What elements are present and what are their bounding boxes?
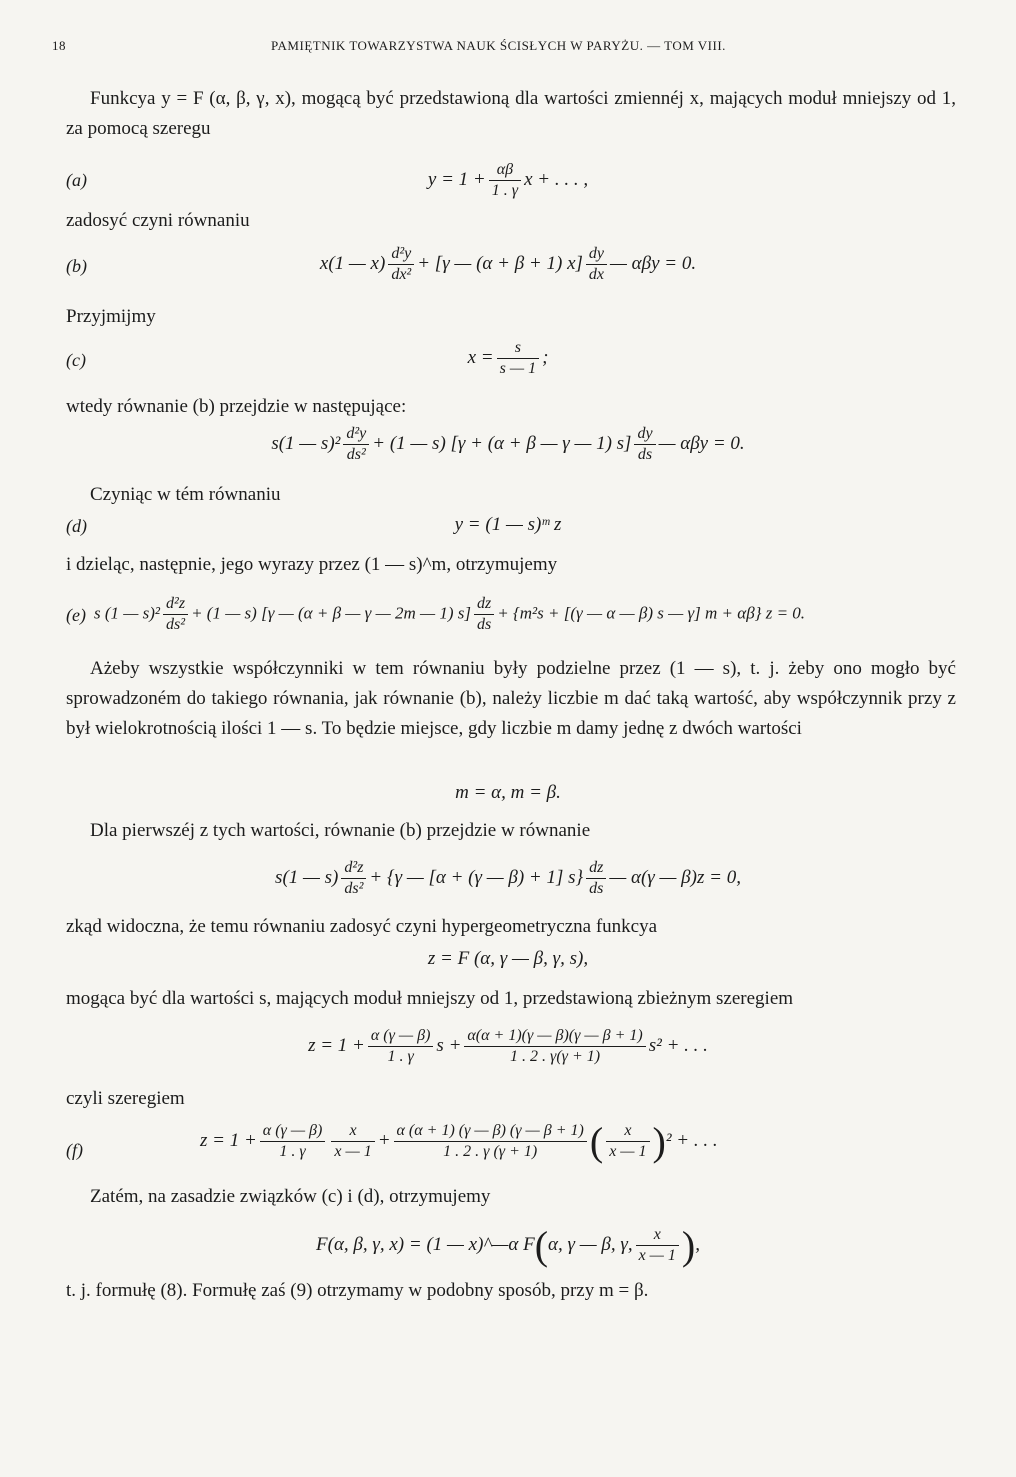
equation-result: F(α, β, γ, x) = (1 — x)^—α F(α, γ — β, γ, $\frac{x}{x — 1}$ ),: [316, 1223, 700, 1268]
paragraph: wtedy równanie (b) przejdzie w następujące:: [66, 396, 407, 417]
paragraph: i dzieląc, następnie, jego wyrazy przez (1 — s)^m, otrzymujemy: [66, 554, 558, 575]
paragraph: t. j. formułę (8). Formułę zaś (9) otrzymamy w podobny sposób, przy m = β.: [66, 1280, 649, 1301]
paragraph: Zatém, na zasadzie związków (c) i (d), otrzymujemy: [90, 1186, 491, 1207]
paragraph: zadosyć czyni równaniu: [66, 210, 250, 231]
paragraph: Przyjmijmy: [66, 306, 156, 327]
paragraph: Czyniąc w tém równaniu: [90, 484, 281, 505]
equation-a: y = 1 + $\frac{\alpha\beta}{1 . \gamma}$ x + . . . ,: [427, 161, 589, 199]
equation-m-values: m = α, m = β.: [455, 782, 561, 803]
equation-f: z = 1 + $\frac{\alpha (\gamma — \beta)}{1 . \gamma}$ $\frac{x}{x — 1}$ + $\frac{\alpha (\alpha + 1) (\gamma — \beta) (\gamma — \beta + 1)}{1 . 2 . \gamma (\gamma + 1)}$ ( $\frac{x}{x — 1}$ )² + . . .: [200, 1119, 718, 1164]
paragraph: mogąca być dla wartości s, mających moduł mniejszy od 1, przedstawioną zbieżnym szeregiem: [66, 988, 794, 1009]
equation-series: z = 1 + $\frac{\alpha (\gamma — \beta)}{1 . \gamma}$ s + $\frac{\alpha(\alpha + 1)(\gamma — \beta)(\gamma — \beta + 1)}{1 . 2 . \gamma(\gamma + 1)}$ s² + . . .: [308, 1027, 708, 1065]
page-number: 18: [52, 38, 66, 53]
equation-b: x(1 — x) $\frac{\text{d²y}}{\text{dx²}}$ + [γ — (α + β + 1) x] $\frac{dy}{dx}$ — αβy = 0.: [319, 245, 697, 283]
running-title: PAMIĘTNIK TOWARZYSTWA NAUK ŚCISŁYCH W PARYŻU. — TOM VIII.: [271, 38, 726, 53]
paragraph: Ażeby wszystkie współczynniki w tem równaniu były podzielne przez (1 — s), t. j. żeby ono mogło być sprowadzoném do takiego równania, jak równanie (b), należy liczbie m dać taką wartość, aby współczynnik przy z był wielokrotnością ilości 1 — s. To będzie miejsce, gdy liczbie m damy jednę z dwóch wartości: [66, 658, 956, 739]
paragraph: Dla pierwszéj z tych wartości, równanie (b) przejdzie w równanie: [90, 820, 591, 841]
paragraph: Funkcya y = F (α, β, γ, x), mogącą być przedstawioną dla wartości zmiennéj x, mających moduł mniejszy od 1, za pomocą szeregu: [66, 88, 956, 139]
equation-d: y = (1 — s)ᵐ z: [454, 514, 562, 535]
equation-transformed: s(1 — s)² $\frac{\text{d²y}}{\text{ds²}}$ + (1 — s) [γ + (α + β — γ — 1) s] $\frac{dy}{ds}$ — αβy = 0.: [271, 425, 745, 463]
equation-c: x = $\frac{s}{s — 1}$ ;: [467, 339, 549, 377]
equation-tag: (b): [66, 256, 87, 276]
paragraph: zkąd widoczna, że temu równaniu zadosyć czyni hypergeometryczna funkcya: [66, 916, 658, 937]
equation-tag: (a): [66, 170, 87, 190]
running-header: [52, 38, 726, 54]
equation-tag: (c): [66, 350, 86, 370]
equation-tag: (e): [66, 605, 86, 625]
equation-tag: (f): [66, 1140, 83, 1160]
equation-reduced: s(1 — s) $\frac{\text{d²z}}{\text{ds²}}$ + {γ — [α + (γ — β) + 1] s} $\frac{dz}{ds}$ — α(γ — β)z = 0,: [275, 859, 741, 897]
paragraph: czyli szeregiem: [66, 1088, 185, 1109]
equation-tag: (d): [66, 516, 87, 536]
equation-e: s (1 — s)² $\frac{\text{d²z}}{\text{ds²}}$ + (1 — s) [γ — (α + β — γ — 2m — 1) s] $\frac{dz}{ds}$ + {m²s + [(γ — α — β) s — γ] m + αβ} z = 0.: [94, 595, 806, 633]
equation-hypergeometric: z = F (α, γ — β, γ, s),: [427, 948, 589, 969]
